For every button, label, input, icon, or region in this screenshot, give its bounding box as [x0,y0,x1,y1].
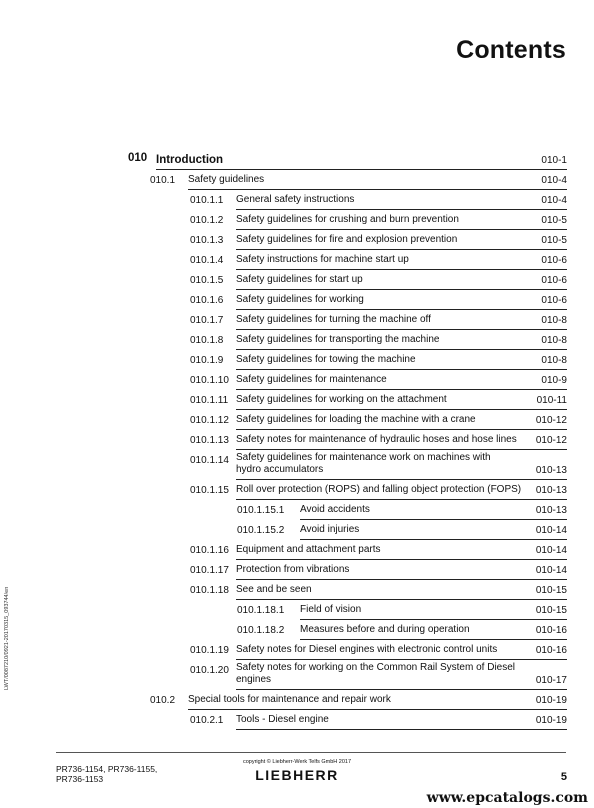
toc-entry [236,639,567,660]
toc-row[interactable] [0,410,594,430]
toc-number: 010.2 [150,695,176,706]
toc-number: 010.1.6 [190,295,224,306]
toc-row[interactable] [0,250,594,270]
toc-entry [236,709,567,730]
toc-title: See and be seen [236,584,312,595]
toc-entry [236,309,567,330]
toc-page-ref: 010-6 [541,275,567,286]
toc-number: 010.1.2 [190,215,224,226]
toc-entry [236,429,567,450]
toc-title: Avoid accidents [300,504,370,515]
toc-title: Equipment and attachment parts [236,544,381,555]
toc-number: 010.2.1 [190,715,224,726]
toc-page-ref: 010-13 [535,505,567,516]
toc-row[interactable] [0,270,594,290]
toc-row[interactable] [0,170,594,190]
toc-page-ref: 010-16 [535,645,567,656]
toc-number: 010.1.8 [190,335,224,346]
toc-page-ref: 010-9 [541,375,567,386]
toc-number: 010.1.18.2 [237,625,285,636]
toc-page-ref: 010-4 [541,195,567,206]
toc-entry [236,369,567,390]
toc-title: Safety guidelines for working [236,294,364,305]
footer-divider [56,752,566,753]
toc-title: Special tools for maintenance and repair work [188,694,391,705]
toc-title: Safety guidelines for transporting the machine [236,334,440,345]
toc-entry [236,479,567,500]
toc-entry [236,289,567,310]
liebherr-logo: LIEBHERR [255,767,339,783]
toc-title: Safety guidelines for crushing and burn prevention [236,214,459,225]
toc-entry [300,599,567,620]
toc-row[interactable] [0,560,594,580]
toc-page-ref: 010-14 [535,525,567,536]
toc-title: Introduction [156,154,224,166]
toc-row[interactable] [0,350,594,370]
toc-title: Field of vision [300,604,362,615]
toc-page-ref: 010-19 [535,715,567,726]
toc-entry [236,209,567,230]
toc-entry [236,579,567,600]
toc-entry [236,189,567,210]
toc-title: Safety guidelines for maintenance [236,374,387,385]
toc-title: Safety notes for working on the Common Rail System of Diesel engines [236,662,516,685]
toc-number: 010.1.11 [190,395,229,406]
toc-row[interactable] [0,600,594,620]
toc-entry [236,389,567,410]
toc-title: Safety guidelines for working on the attachment [236,394,447,405]
toc-title: Safety notes for Diesel engines with electronic control units [236,644,498,655]
toc-title: Roll over protection (ROPS) and falling object protection (FOPS) [236,484,522,495]
toc-page-ref: 010-16 [535,625,567,636]
toc-entry [236,329,567,350]
toc-title: Avoid injuries [300,524,360,535]
toc-entry [236,409,567,430]
toc-page-ref: 010-5 [541,235,567,246]
toc-number: 010.1.19 [190,645,229,656]
toc-page-ref: 010-1 [541,155,567,166]
toc-row[interactable] [0,230,594,250]
toc-entry [188,169,567,190]
toc-page-ref: 010-13 [535,465,567,476]
toc-row[interactable] [0,370,594,390]
toc-page-ref: 010-11 [536,395,567,406]
toc-title: Safety guidelines for maintenance work on machines with hydro accumulators [236,452,491,475]
toc-page-ref: 010-8 [541,355,567,366]
toc-title: Safety guidelines for towing the machine [236,354,416,365]
toc-row[interactable] [0,210,594,230]
toc-page-ref: 010-6 [541,295,567,306]
toc-entry [236,539,567,560]
toc-number: 010.1 [150,175,176,186]
toc-title: General safety instructions [236,194,355,205]
toc-entry [300,519,567,540]
toc-row[interactable] [0,390,594,410]
toc-page-ref: 010-19 [535,695,567,706]
toc-entry [236,269,567,290]
toc-title: Safety guidelines for loading the machine with a crane [236,414,476,425]
toc-number: 010.1.13 [190,435,229,446]
toc-page-ref: 010-8 [541,335,567,346]
toc-number: 010.1.18 [190,585,229,596]
toc-page-ref: 010-15 [535,605,567,616]
toc-page-ref: 010-6 [541,255,567,266]
toc-row[interactable] [0,500,594,520]
toc-number: 010.1.14 [190,455,229,466]
toc-number: 010.1.4 [190,255,224,266]
toc-title: Tools - Diesel engine [236,714,329,725]
toc-page-ref: 010-17 [535,675,567,686]
footer-models-line2: PR736-1153 [56,774,104,784]
toc-title: Safety guidelines for turning the machine off [236,314,431,325]
toc-entry [236,659,567,690]
toc-title: Measures before and during operation [300,624,470,635]
toc-entry [300,499,567,520]
toc-row[interactable] [0,290,594,310]
toc-number: 010.1.20 [190,665,229,676]
page-title: Contents [456,36,566,64]
toc-title: Safety guidelines for start up [236,274,363,285]
toc-row[interactable] [0,520,594,540]
toc-number: 010.1.16 [190,545,229,556]
toc-row[interactable] [0,710,594,730]
toc-page-ref: 010-12 [535,435,567,446]
toc-title: Protection from vibrations [236,564,350,575]
toc-entry [188,689,567,710]
toc-entry [236,229,567,250]
toc-title: Safety guidelines for fire and explosion prevention [236,234,458,245]
toc-number: 010.1.15.2 [237,525,285,536]
toc-page-ref: 010-5 [541,215,567,226]
toc-number: 010.1.3 [190,235,224,246]
watermark: www.epcatalogs.com [426,790,588,806]
toc-number: 010.1.7 [190,315,224,326]
toc-page-ref: 010-14 [535,565,567,576]
toc-title: Safety notes for maintenance of hydraulic hoses and hose lines [236,434,517,445]
toc-entry [236,349,567,370]
toc-number: 010.1.17 [190,565,229,576]
footer-models-line1: PR736-1154, PR736-1155, [56,764,158,774]
toc-entry [236,449,567,480]
toc-number: 010.1.12 [190,415,229,426]
toc-title: Safety instructions for machine start up [236,254,409,265]
toc-entry [236,249,567,270]
toc-number: 010.1.1 [190,195,224,206]
toc-entry [300,619,567,640]
toc-number: 010.1.18.1 [237,605,285,616]
toc-page-ref: 010-12 [535,415,567,426]
toc-row[interactable] [0,640,594,660]
toc-row[interactable] [0,150,594,170]
toc-page-ref: 010-4 [541,175,567,186]
toc-row[interactable] [0,540,594,560]
toc-page-ref: 010-15 [535,585,567,596]
toc-number: 010.1.15 [190,485,229,496]
toc-row[interactable] [0,660,594,690]
toc-row[interactable] [0,450,594,480]
toc-row[interactable] [0,330,594,350]
toc-page-ref: 010-14 [535,545,567,556]
toc-entry [156,149,567,170]
footer-copyright: copyright © Liebherr-Werk Telfs GmbH 2017 [242,759,352,765]
toc-row[interactable] [0,620,594,640]
toc-row[interactable] [0,580,594,600]
toc-row[interactable] [0,310,594,330]
toc-row[interactable] [0,480,594,500]
toc-title: Safety guidelines [188,174,265,185]
toc-page-ref: 010-8 [541,315,567,326]
toc-number: 010.1.10 [190,375,229,386]
toc-number: 010 [128,152,148,164]
toc-number: 010.1.15.1 [237,505,285,516]
page-number: 5 [560,771,567,783]
toc-number: 010.1.9 [190,355,224,366]
toc-row[interactable] [0,430,594,450]
toc-row[interactable] [0,690,594,710]
toc-row[interactable] [0,190,594,210]
toc-page-ref: 010-13 [535,485,567,496]
toc-number: 010.1.5 [190,275,224,286]
document-code: LWT/0087210/0921-20170315_093744/en [4,586,10,690]
toc-entry [236,559,567,580]
